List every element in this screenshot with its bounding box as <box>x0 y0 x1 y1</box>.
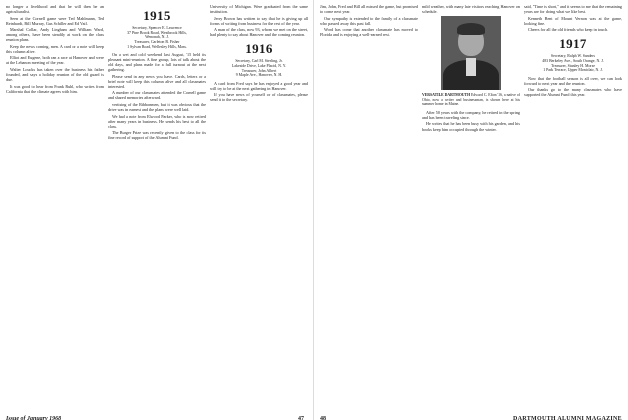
caption-title: VERSATILE DARTMOUTH <box>422 93 471 98</box>
class-heading-1916: 1916 <box>245 41 273 57</box>
paragraph: A card from Fred says he has enjoyed a good year and will try to be at the next gathering in Hanover. <box>210 80 308 91</box>
paragraph: Now that the football season is all over, we can look forward to next year and the reunion. <box>524 75 622 86</box>
paragraph: Keep the news coming, men. A card or a note will keep this column alive. <box>6 43 104 54</box>
paragraph: Jim, John, Fred and Bill all missed the game, but promised to come next year. <box>320 4 418 15</box>
paragraph: Word has come that another classmate has moved to Florida and is enjoying a well-earned rest. <box>320 27 418 38</box>
secretary-name: Secretary, Spencer E. Lawrence <box>132 26 182 30</box>
paragraph: We had a note from Elwood Parker, who is now retired after many years in business. He sends his best to all the class. <box>108 113 206 129</box>
photo-caption <box>422 93 520 107</box>
class-officers <box>108 26 206 50</box>
column-1 <box>6 4 104 402</box>
column-2 <box>108 4 206 402</box>
treasurer-address: 1 Sylvan Road, Wellesley Hills, Mass. <box>127 44 187 49</box>
paragraph: Kenneth Bent of Mount Vernon was at the game, looking fine. <box>524 15 622 26</box>
paragraph: Our thanks go to the many classmates who have supported the Alumni Fund this year. <box>524 87 622 98</box>
paragraph: He writes that he has been busy with his garden, and his books keep him occupied through the winter. <box>422 121 520 132</box>
secretary-name: Secretary, Carl M. Sterling, Jr. <box>235 59 283 64</box>
paragraph: A man of the class, now 93, whom we met on the street, had plenty to say about Hanover and the coming reunion. <box>210 27 308 38</box>
right-page <box>314 0 628 420</box>
paragraph: If you have news of yourself or of classmates, please send it to the secretary. <box>210 92 308 103</box>
paragraph: It was good to hear from Frank Ruhl, who writes from California that the climate agrees with him. <box>6 83 104 94</box>
treasurer-address: 1 Park Terrace, Upper Montclair, N. J. <box>543 68 603 73</box>
paragraph: said, "Time is short," and it seems to me that the remaining years are for doing what we like best. <box>524 4 622 15</box>
paragraph: After 50 years with the company, he retired in the spring and has been traveling since. <box>422 109 520 120</box>
paragraph: Please send in any news you have. Cards, letters or a brief note will keep this column alive and all classmates interested. <box>108 73 206 89</box>
paragraph: Jerry Brown has written to say that he is giving up all forms of writing from business for the rest of the year. <box>210 15 308 26</box>
paragraph: On a wet and cold weekend last August, '15 held its pleasant mini-reunion. A fine group, lots of talk about the old days, and plans made for a full turnout at the next gathering. <box>108 52 206 73</box>
paragraph: Our sympathy is extended to the family of a classmate who passed away this past fall. <box>320 15 418 26</box>
paragraph: vertising of the Ribbonmen, but it was obvious that the drive was in earnest and the plans were well laid. <box>108 101 206 112</box>
page-number: 47 <box>298 416 304 420</box>
column-6 <box>524 4 622 402</box>
column-4 <box>320 4 418 402</box>
portrait-photo <box>441 16 501 90</box>
secretary-address: 483 Berkeley Ave., South Orange, N. J. <box>542 58 604 63</box>
paragraph: Walter Loucks has taken over the business his father founded, and says a holiday reunion of the old guard is due. <box>6 67 104 83</box>
secretary-address: Lakeside Drive, Lake Placid, N. Y. <box>231 63 287 68</box>
treasurer-name: Treasurer, Stanley H. Morse <box>551 63 595 68</box>
caption-text: Edward C. Elton '16, a native of Ohio, now a writer and businessman, is shown here at his summer home in Maine. <box>422 93 520 107</box>
treasurer-name: Treasurer, John Albert <box>241 68 277 73</box>
paragraph: Seen at the Cornell game were Ted Mahlmann, Ted Reinhardt, Bill Murray, Gus Schiller and Ed Vail. <box>6 15 104 26</box>
class-officers <box>210 59 308 78</box>
paragraph: Elliot and Eugene, both ran a race at Hanover and were at the Lebanon meeting of the year. <box>6 55 104 66</box>
paragraph: The Burger Prize was recently given to the class for its fine record of support of the Alumni Fund. <box>108 130 206 141</box>
class-officers <box>524 54 622 73</box>
secretary-address: Wenonah, N. J. <box>145 35 169 40</box>
secretary-name: Secretary, Ralph W. Sanders <box>550 54 596 59</box>
secretary-address: 37 Pine Brook Road, Westbrook Hills, <box>127 30 187 35</box>
issue-date: Issue of January 1968 <box>6 416 62 420</box>
paragraph: A number of our classmates attended the Cornell game and shared memories afterward. <box>108 90 206 101</box>
page-number: 48 <box>320 416 326 420</box>
paragraph: no longer a livelihood and that he will then be an agriculturalist. <box>6 4 104 15</box>
column-3 <box>210 4 308 402</box>
column-5 <box>422 4 520 402</box>
class-heading-1915: 1915 <box>143 8 171 23</box>
treasurer-address: 9 Maple Ave., Hanover, N. H. <box>235 73 283 78</box>
paragraph: University of Michigan. Were graduated from the same institution. <box>210 4 308 15</box>
treasurer-name: Treasurer, Carleton B. Fisher <box>134 40 180 45</box>
paragraph: Cheers for all the old friends who keep in touch. <box>528 27 609 33</box>
paragraph: Marshal Collar, Andy Lingham and William Ward, among others, have been steadily at work on the class reunion plans. <box>6 27 104 43</box>
class-heading-1917: 1917 <box>559 36 587 52</box>
paragraph: mild weather, with many late visitors reaching Hanover on schedule. <box>422 4 520 15</box>
magazine-name: DARTMOUTH ALUMNI MAGAZINE <box>513 416 622 420</box>
